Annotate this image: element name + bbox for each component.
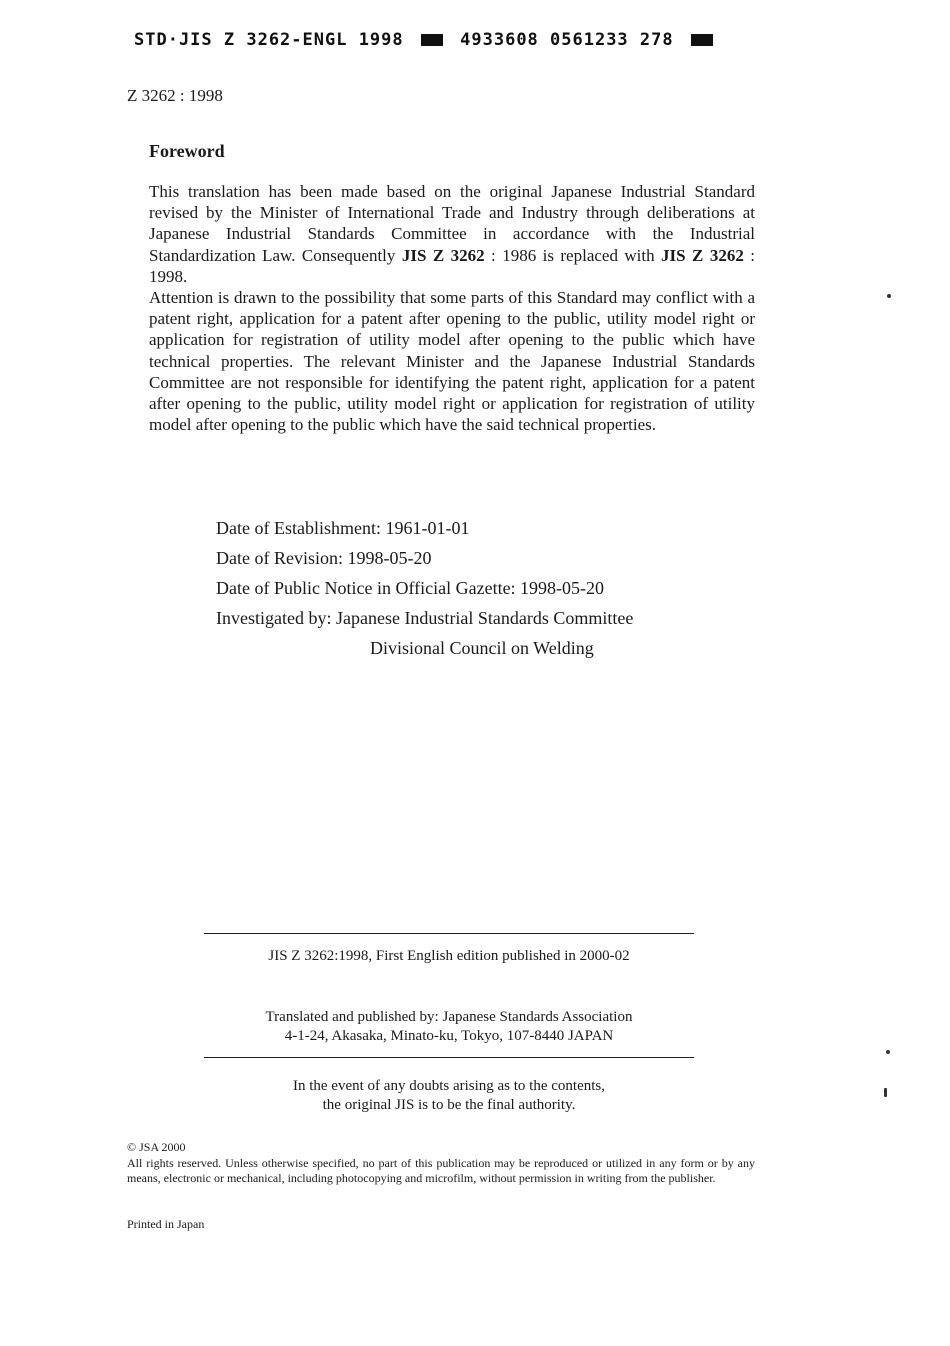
dates-block [216, 513, 633, 663]
scan-speck [886, 1050, 890, 1054]
divider-line [204, 933, 694, 934]
foreword-title: Foreword [149, 141, 225, 161]
foreword-text: : 1986 is replaced with [484, 245, 662, 265]
scan-speck [884, 1088, 887, 1097]
date-establishment: Date of Establishment: 1961-01-01 [216, 518, 470, 538]
header-code [134, 30, 719, 50]
authority-line: the original JIS is to be the final authority. [322, 1097, 576, 1113]
authority-note [204, 1077, 694, 1115]
publisher-block [204, 1008, 694, 1046]
divisional-council: Divisional Council on Welding [370, 638, 594, 658]
foreword-paragraph: Attention is drawn to the possibility that some parts of this Standard may conflict with a patent right, application for a patent after opening to the public, utility model right or application for registration of utility model after opening to the public which have technical properties. The relevant Minister and the Japanese Industrial Standards Committee are not responsible for identifying the patent right, application for a patent after opening to the public, utility model right or application for registration of utility model after opening to the public which have the said technical properties. [149, 288, 755, 435]
edition-note: JIS Z 3262:1998, First English edition published in 2000-02 [268, 948, 630, 964]
foreword-text: This translation has been made based on the original Japanese Industrial Standard revised by the Minister of International Trade and Industry through deliberations at Japanese Industrial Standards Committee in accordance with the Industrial Standardization Law. Consequently [149, 182, 755, 265]
copyright-block [127, 1140, 755, 1187]
date-public-notice: Date of Public Notice in Official Gazette: 1998-05-20 [216, 578, 605, 598]
jis-reference: JIS Z 3262 [401, 245, 485, 265]
date-revision: Date of Revision: 1998-05-20 [216, 548, 432, 568]
foreword-paragraph [149, 181, 755, 287]
foreword-body [149, 181, 755, 435]
divider-line [204, 1057, 694, 1058]
copyright-text: All rights reserved. Unless otherwise specified, no part of this publication may be reproduced or utilized in any form or by any means, electronic or mechanical, including photocopying and microfilm, without permission in writing from the publisher. [127, 1155, 755, 1186]
publisher-line: Translated and published by: Japanese Standards Association [265, 1009, 633, 1025]
copyright-line: © JSA 2000 [127, 1140, 186, 1154]
printed-in: Printed in Japan [127, 1217, 205, 1231]
black-bar-mark [691, 34, 713, 46]
publisher-address: 4-1-24, Akasaka, Minato-ku, Tokyo, 107-8440 JAPAN [284, 1028, 614, 1044]
header-code-right: 4933608 0561233 278 [460, 30, 674, 50]
header-code-left: STD·JIS Z 3262-ENGL 1998 [134, 30, 404, 50]
scan-speck [887, 294, 891, 298]
black-bar-mark [421, 34, 443, 46]
investigated-by: Investigated by: Japanese Industrial Standards Committee [216, 608, 634, 628]
foreword-text: : 1998. [149, 245, 755, 286]
standard-number: Z 3262 : 1998 [127, 86, 223, 105]
jis-reference: JIS Z 3262 [661, 245, 744, 265]
authority-line: In the event of any doubts arising as to the contents, [292, 1078, 605, 1094]
